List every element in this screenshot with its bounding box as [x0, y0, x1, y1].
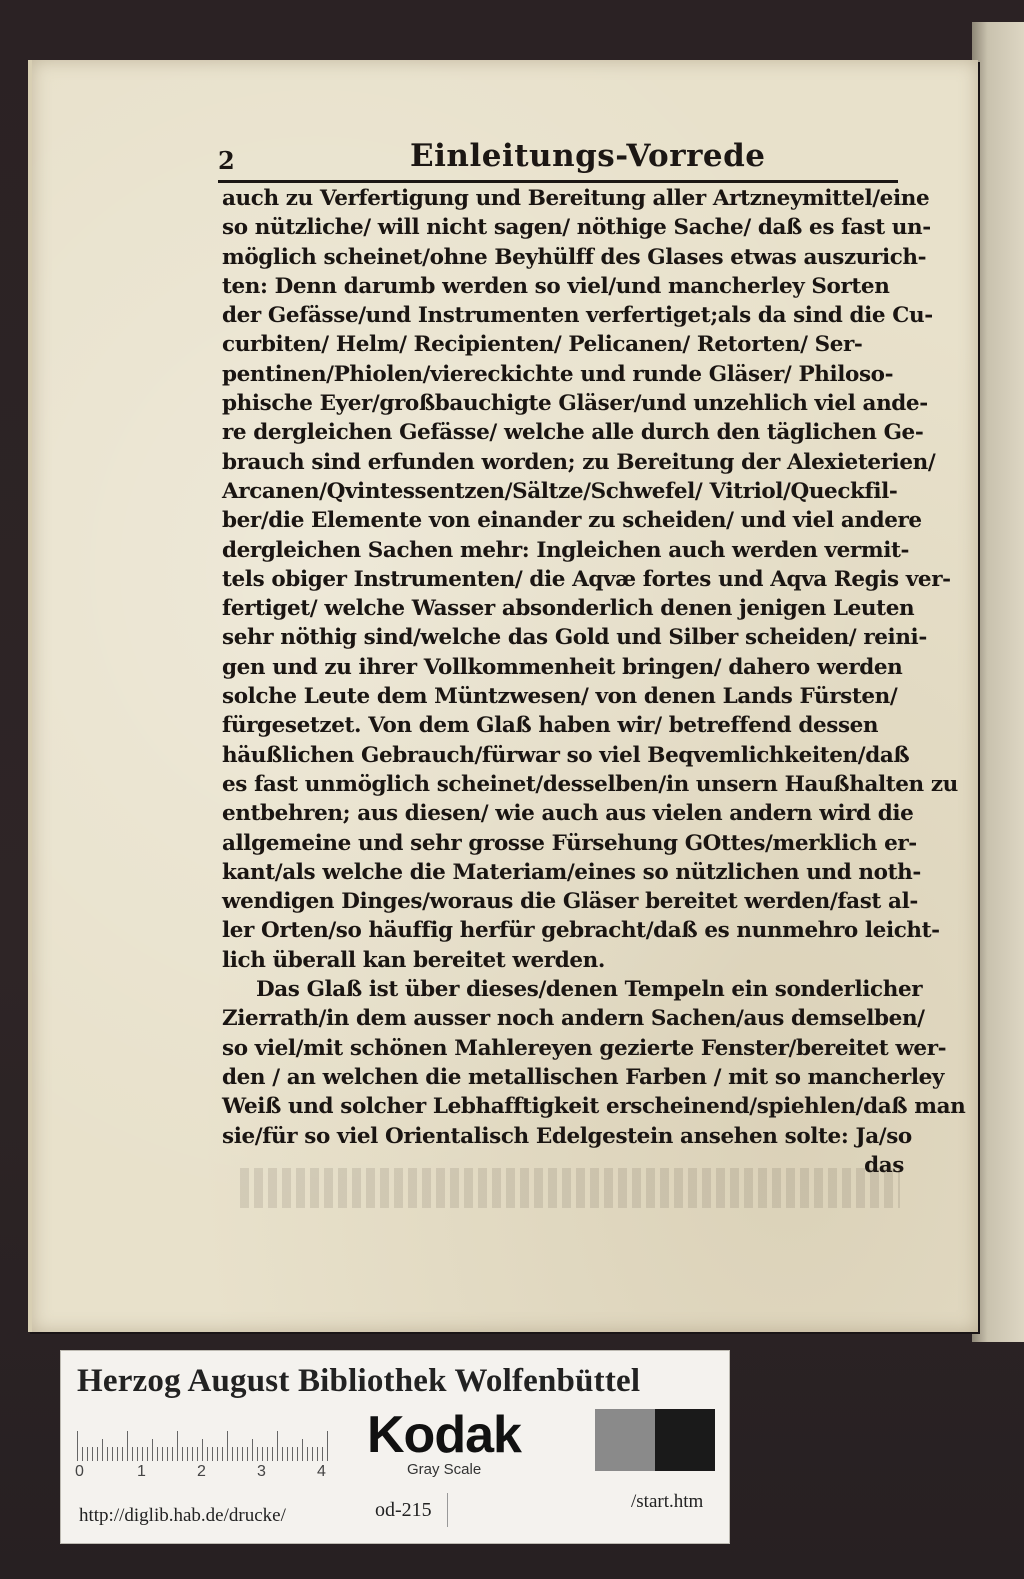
ruler-label: 3 [257, 1463, 266, 1480]
text-line: so nützliche/ will nicht sagen/ nöthige Sache/ daß es fast un- [222, 215, 931, 241]
text-line: fertiget/ welche Wasser absonderlich denen jenigen Leuten [222, 596, 915, 622]
scale-ruler [77, 1427, 329, 1461]
ruler-tick [97, 1447, 98, 1461]
gray-patch-black [655, 1409, 715, 1471]
ruler-tick [117, 1447, 118, 1461]
ruler-tick [267, 1447, 268, 1461]
text-line: Weiß und solcher Lebhafftigkeit erscheinend/spiehlen/daß man [222, 1094, 966, 1120]
ruler-tick [147, 1447, 148, 1461]
text-line: phische Eyer/großbauchigte Gläser/und unzehlich viel ande- [222, 391, 928, 417]
ruler-tick [287, 1447, 288, 1461]
ruler-tick [87, 1447, 88, 1461]
text-line: den / an welchen die metallischen Farben / mit so mancherley [222, 1064, 945, 1090]
ruler-tick [272, 1447, 273, 1461]
ruler-tick [312, 1447, 313, 1461]
ruler-tick [82, 1447, 83, 1461]
ruler-label: 0 [75, 1463, 84, 1480]
color-calibration-card [60, 1350, 730, 1544]
ruler-label: 1 [137, 1463, 146, 1480]
text-line: der Gefässe/und Instrumenten verfertiget;als da sind die Cu- [222, 303, 933, 329]
text-line: häußlichen Gebrauch/fürwar so viel Beqvemlichkeiten/daß [222, 742, 910, 768]
ruler-tick [232, 1447, 233, 1461]
text-line: dergleichen Sachen mehr: Ingleichen auch werden vermit- [222, 537, 910, 563]
ruler-tick [127, 1431, 128, 1461]
text-line: Zierrath/in dem ausser noch andern Sachen/aus demselben/ [222, 1006, 925, 1032]
text-line: ler Orten/so häuffig herfür gebracht/daß es nunmehro leicht- [222, 918, 940, 944]
ruler-tick [152, 1439, 153, 1461]
text-line: auch zu Verfertigung und Bereitung aller Artzneymittel/eine [222, 186, 930, 211]
text-line: so viel/mit schönen Mahlereyen gezierte Fenster/bereitet wer- [222, 1035, 947, 1061]
ruler-tick [317, 1447, 318, 1461]
text-line: es fast unmöglich scheinet/desselben/in unsern Haußhalten zu [222, 771, 958, 797]
ruler-tick [157, 1447, 158, 1461]
text-line: kant/als welche die Materiam/eines so nützlichen und noth- [222, 859, 921, 885]
ruler-label: 2 [197, 1463, 206, 1480]
text-line: pentinen/Phiolen/viereckichte und runde Gläser/ Philoso- [222, 361, 894, 387]
text-line: re dergleichen Gefässe/ welche alle durch den täglichen Ge- [222, 420, 924, 446]
ruler-label: 4 [317, 1463, 326, 1480]
ruler-tick [102, 1439, 103, 1461]
text-line: brauch sind erfunden worden; zu Bereitung der Alexieterien/ [222, 449, 936, 475]
ruler-tick [327, 1431, 328, 1461]
url-suffix: /start.htm [631, 1491, 704, 1512]
ruler-tick [227, 1431, 228, 1461]
ruler-tick [177, 1431, 178, 1461]
ruler-tick [207, 1447, 208, 1461]
header-rule [218, 180, 898, 183]
text-line: entbehren; aus diesen/ wie auch aus vielen andern wird die [222, 801, 914, 827]
ruler-tick [137, 1447, 138, 1461]
ruler-tick [262, 1447, 263, 1461]
ruler-tick [282, 1447, 283, 1461]
text-line: allgemeine und sehr grosse Fürsehung GOttes/merklich er- [222, 830, 917, 856]
text-line: gen und zu ihrer Vollkommenheit bringen/ dahero werden [222, 654, 903, 680]
ruler-tick [182, 1447, 183, 1461]
text-line: möglich scheinet/ohne Beyhülff des Glases etwas auszurich- [222, 244, 927, 270]
ruler-tick [202, 1439, 203, 1461]
ruler-tick [132, 1447, 133, 1461]
url-prefix: http://diglib.hab.de/drucke/ [79, 1505, 286, 1526]
ruler-tick [247, 1447, 248, 1461]
gray-patch-mid [595, 1409, 655, 1471]
text-line: sie/für so viel Orientalisch Edelgestein ansehen solte: Ja/so [222, 1123, 912, 1149]
ruler-tick [122, 1447, 123, 1461]
text-line: Arcanen/Qvintessentzen/Sältze/Schwefel/ Vitriol/Queckfil- [222, 478, 898, 504]
gray-patch-white [537, 1409, 597, 1471]
kodak-logo: Kodak [367, 1406, 521, 1464]
body-text [222, 184, 966, 1180]
ruler-tick [192, 1447, 193, 1461]
ruler-tick [292, 1447, 293, 1461]
ruler-tick [252, 1439, 253, 1461]
ruler-tick [167, 1447, 168, 1461]
ruler-tick [212, 1447, 213, 1461]
ruler-tick [197, 1447, 198, 1461]
gray-scale-label: Gray Scale [407, 1461, 482, 1478]
ruler-tick [187, 1447, 188, 1461]
ruler-tick [307, 1447, 308, 1461]
ruler-tick [142, 1447, 143, 1461]
library-name: Herzog August Bibliothek Wolfenbüttel [77, 1363, 641, 1399]
ruler-tick [257, 1447, 258, 1461]
ruler-tick [162, 1447, 163, 1461]
text-line: solche Leute dem Müntzwesen/ von denen Lands Fürsten/ [222, 684, 898, 710]
ruler-tick [242, 1447, 243, 1461]
ruler-tick [107, 1447, 108, 1461]
catchword: das [864, 1152, 904, 1178]
paragraph-start-line: Das Glaß ist über dieses/denen Tempeln ein sonderlicher [256, 977, 923, 1003]
text-line: sehr nöthig sind/welche das Gold und Silber scheiden/ reini- [222, 625, 927, 651]
ruler-tick [222, 1447, 223, 1461]
ruler-tick [77, 1431, 78, 1461]
text-line: curbiten/ Helm/ Recipienten/ Pelicanen/ Retorten/ Ser- [222, 332, 863, 358]
ruler-tick [237, 1447, 238, 1461]
ruler-tick [112, 1447, 113, 1461]
text-line: ten: Denn darumb werden so viel/und mancherley Sorten [222, 273, 890, 299]
card-divider [447, 1493, 448, 1527]
page-number: 2 [218, 146, 235, 175]
ruler-tick [297, 1447, 298, 1461]
text-line: wendigen Dinges/woraus die Gläser bereitet werden/fast al- [222, 889, 918, 915]
text-line: tels obiger Instrumenten/ die Aqvæ fortes und Aqva Regis ver- [222, 566, 951, 592]
running-head: Einleitungs-Vorrede [410, 138, 766, 174]
show-through-text [240, 1168, 900, 1208]
ruler-tick [322, 1447, 323, 1461]
ruler-tick [277, 1431, 278, 1461]
ruler-tick [92, 1447, 93, 1461]
text-line: ber/die Elemente von einander zu scheiden/ und viel andere [222, 508, 922, 534]
text-line: fürgesetzet. Von dem Glaß haben wir/ betreffend dessen [222, 713, 879, 739]
adjacent-page-edge [972, 22, 1024, 1342]
text-line: lich überall kan bereitet werden. [222, 947, 605, 973]
ruler-tick [172, 1447, 173, 1461]
ruler-tick [217, 1447, 218, 1461]
ruler-tick [302, 1439, 303, 1461]
signature-code: od-215 [375, 1499, 432, 1521]
